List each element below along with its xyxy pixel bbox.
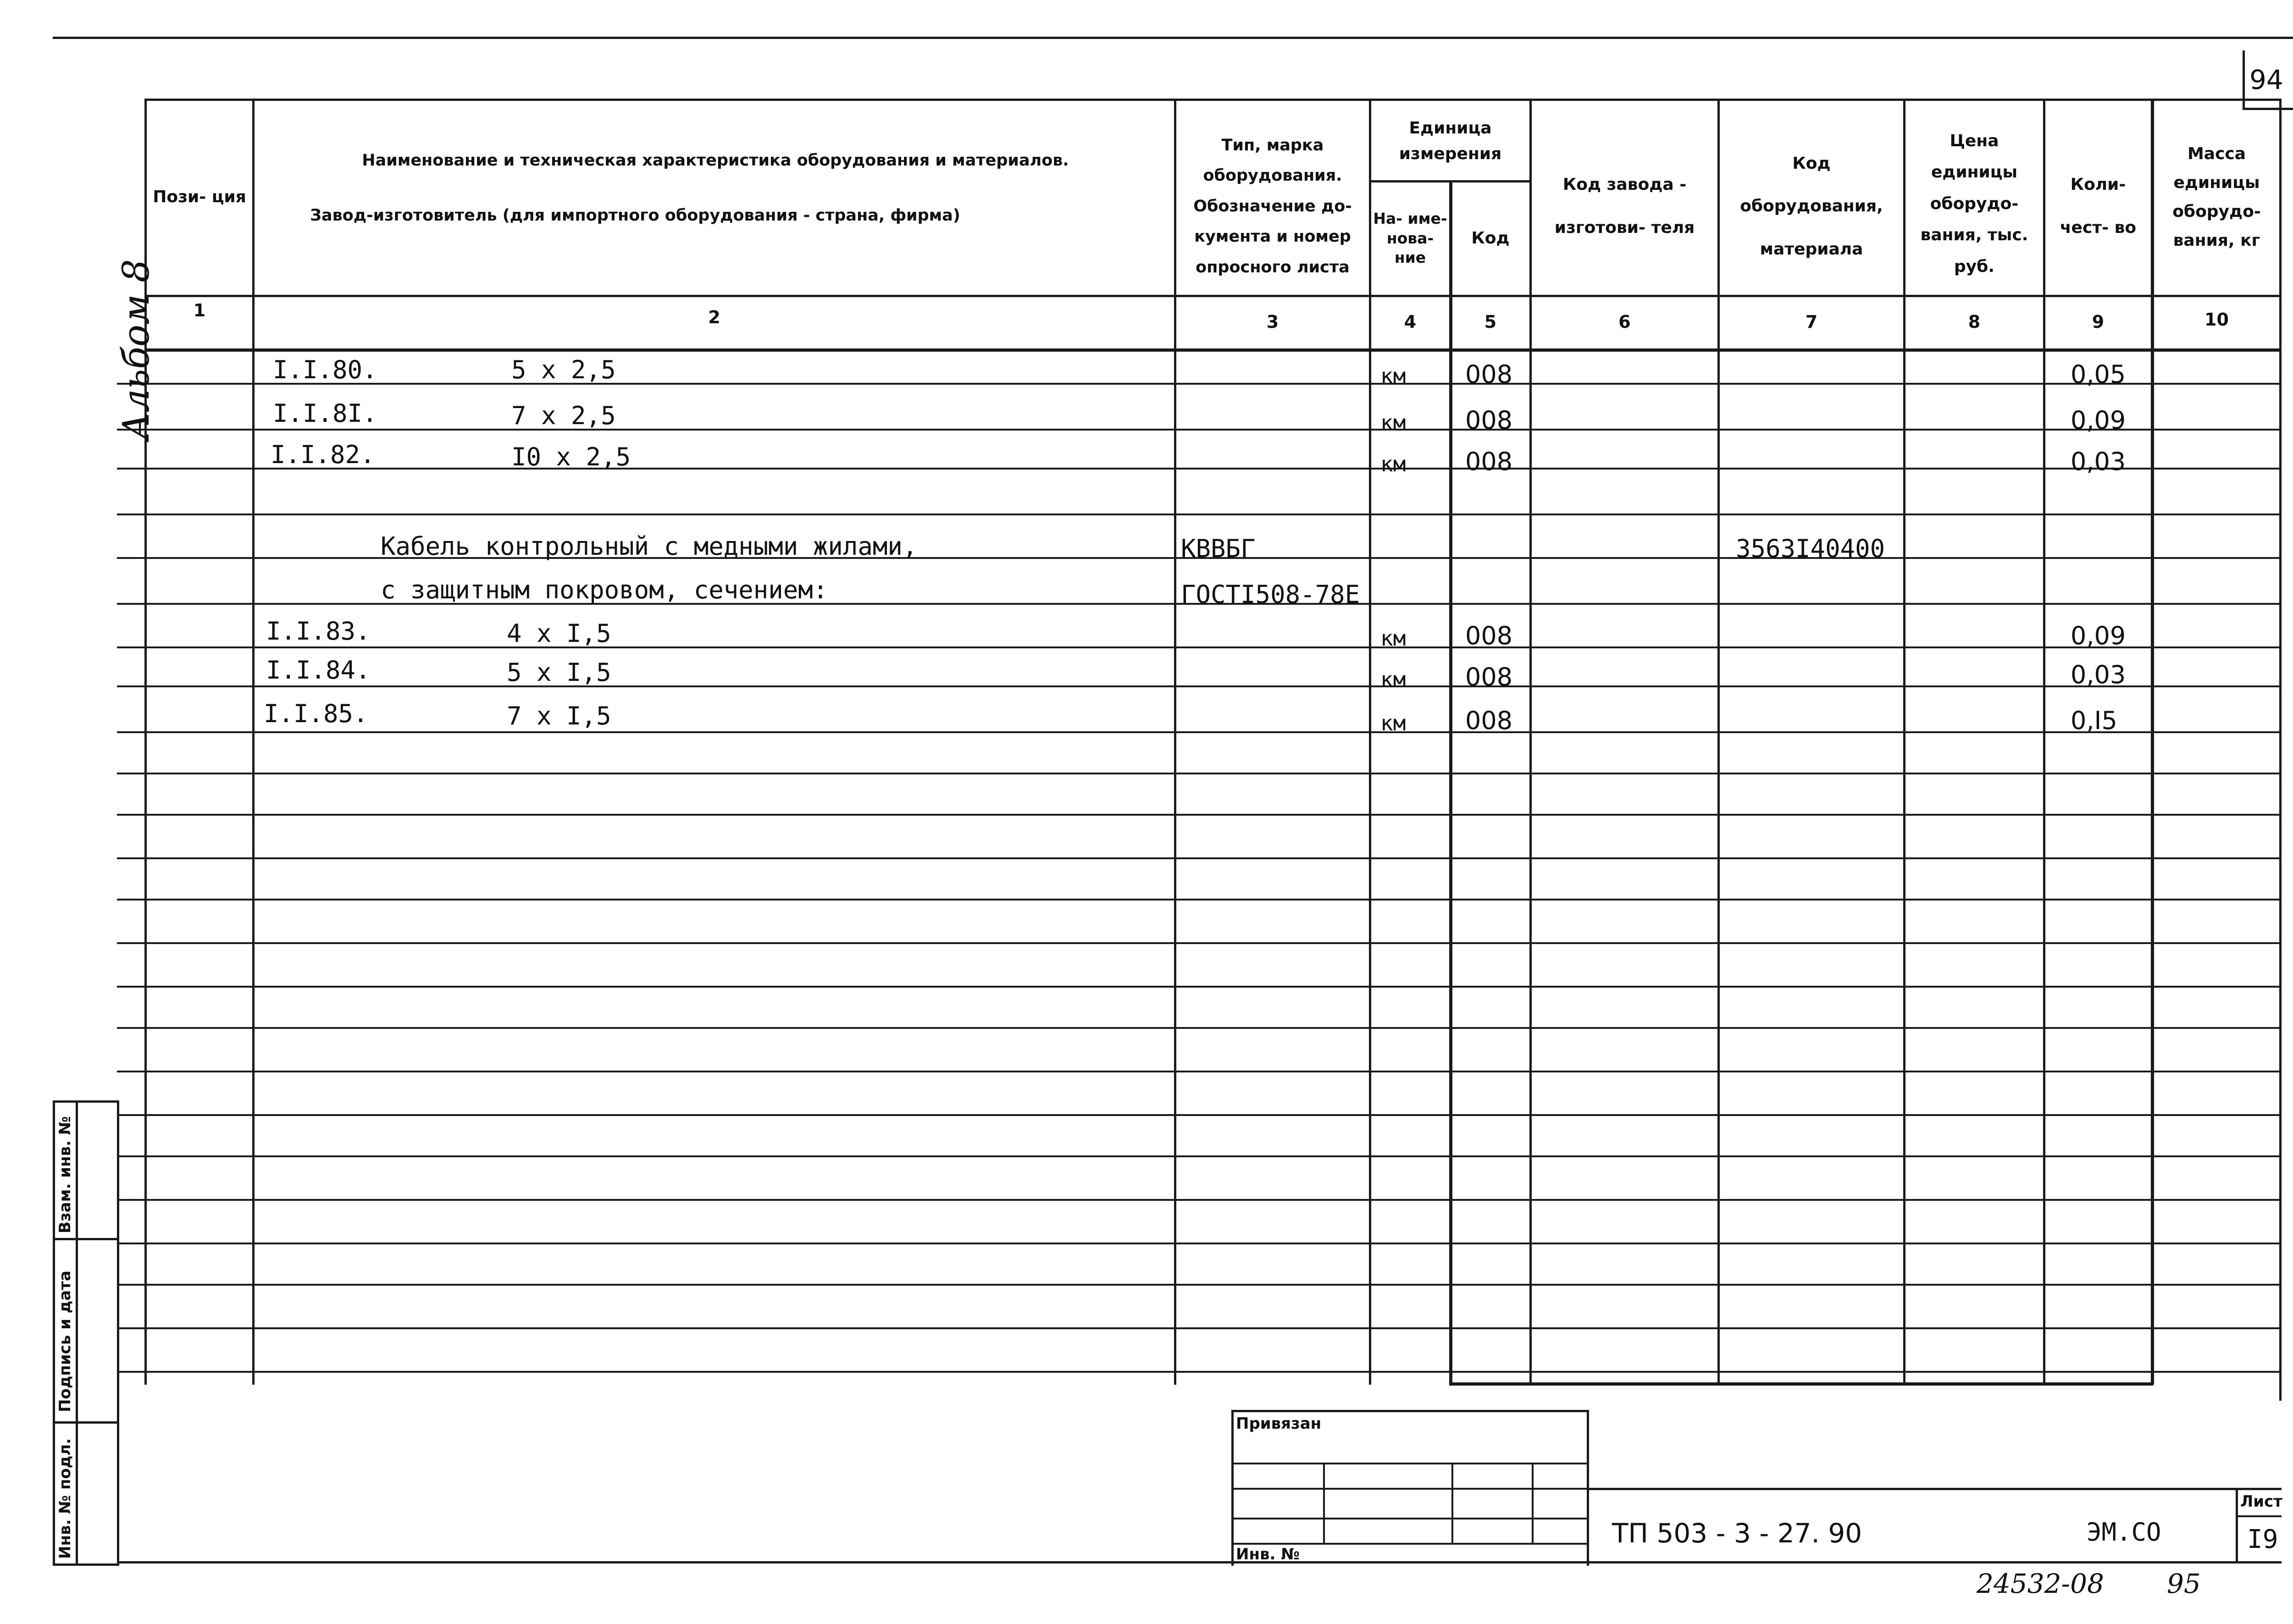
header-unit-price: Цена единицы оборудо- вания, тыс. руб. [1920,132,2028,276]
page-number-box [2243,50,2245,110]
row-quantity: 0,I5 [2071,706,2117,735]
row-position: I.I.85. [264,699,368,728]
doc-code: ТП 503 - 3 - 27. 90 [1612,1518,1862,1549]
table-row-line [117,1199,2279,1201]
tb-line-4 [1231,1543,1589,1545]
header-quantity: Коли- чест- во [2060,175,2137,237]
row-unit: км [1380,711,1406,735]
sheet-number: I9 [2247,1525,2278,1554]
cable-standard: ГОСТI508-78Е [1181,580,1360,609]
table-row-line [117,1027,2279,1029]
tb-inv-no: Инв. № [1236,1545,1300,1563]
header-name-line2: Завод-изготовитель (для импортного оборудования - страна, фирма) [310,206,960,225]
doc-strip-top [1587,1488,2282,1490]
row-size: 5 x 2,5 [511,355,616,384]
tb-line-1 [1231,1463,1589,1464]
footer-page-ref: 95 [2167,1568,2201,1599]
colnum-6: 6 [1618,312,1631,332]
row-position: I.I.83. [266,617,371,646]
tb-col-1 [1323,1463,1325,1543]
colnum-bottom-line [144,348,2279,352]
header-name-line1: Наименование и техническая характеристика оборудования и материалов. [362,151,1069,170]
stamp-top [53,1100,119,1103]
stamp-sep-1 [53,1238,119,1240]
cable-type: КВВБГ [1181,534,1256,563]
header-factory-code: Код завода - изготови- теля [1554,175,1695,237]
stamp-right-border [117,1100,119,1566]
page-number: 94 [2249,64,2283,95]
header-type: Тип, марка оборудования. Обозначение до- кумента и номер опросного листа [1193,136,1352,276]
row-quantity: 0,09 [2071,406,2126,435]
table-row-line [117,986,2279,988]
table-row-line [117,646,2279,648]
table-row-line [117,468,2279,470]
table-row-line [117,383,2279,385]
table-row-line [117,814,2279,816]
row-quantity: 0,03 [2071,447,2126,476]
qty-block-bottom [1449,1382,2153,1386]
sheet-box-left [2236,1488,2238,1563]
table-row-line [117,1155,2279,1157]
row-size: 7 x 2,5 [511,401,616,430]
stamp-inner-border [76,1100,78,1566]
row-size: I0 x 2,5 [511,442,631,471]
table-row-line [117,731,2279,733]
row-unit: км [1380,364,1406,388]
row-unit-code: 008 [1465,406,1513,435]
row-position: I.I.80. [273,355,377,384]
tb-privyazan: Привязан [1236,1414,1322,1433]
table-row-line [117,1284,2279,1286]
stamp-sep-2 [53,1421,119,1424]
tb-col-2 [1451,1463,1453,1543]
stamp-bottom [53,1563,119,1566]
colnum-2: 2 [708,307,720,327]
cable-name-line1: Кабель контрольный с медными жилами, [381,532,918,561]
col-sep-4 [1449,181,1452,1385]
header-equipment-code: Код оборудования, материала [1740,154,1883,259]
header-unit-code: Код [1471,229,1510,248]
row-size: 4 x I,5 [507,619,611,648]
sheet-box-sep [2236,1515,2282,1517]
col-sep-1 [252,99,255,1385]
colnum-8: 8 [1968,312,1981,332]
row-size: 5 x I,5 [507,658,611,687]
col-sep-9 [2151,99,2154,1385]
row-position: I.I.84. [266,656,371,685]
row-quantity: 0,03 [2071,660,2126,689]
colnum-9: 9 [2092,312,2105,332]
album-label: Альбом 8 [115,259,157,440]
stamp-inv-podl: Инв. № подл. [56,1438,74,1559]
row-unit-code: 008 [1465,621,1513,650]
footer-archive-no: 24532-08 [1977,1568,2104,1599]
row-unit: км [1380,626,1406,651]
colnum-7: 7 [1805,312,1818,332]
row-unit: км [1380,452,1406,476]
cable-material-code: 3563I40400 [1736,534,1885,563]
colnum-3: 3 [1266,312,1279,332]
row-position: I.I.8I. [273,399,377,428]
row-unit-code: 008 [1465,447,1513,476]
tb-top [1231,1410,1589,1412]
row-unit: км [1380,410,1406,435]
unit-group-subline [1369,180,1532,182]
colnum-4: 4 [1404,312,1417,332]
frame-bottom [117,1561,2282,1563]
table-row-line [117,1114,2279,1116]
row-position: I.I.82. [271,440,375,469]
table-row-line [117,857,2279,859]
table-row-line [117,514,2279,515]
header-position: Пози- ция [153,188,246,207]
col-sep-2 [1174,99,1176,1385]
row-unit: км [1380,667,1406,692]
table-row-line [117,1327,2279,1329]
table-row-line [117,429,2279,431]
colnum-1: 1 [193,300,206,320]
tb-line-2 [1231,1488,1589,1490]
colnum-5: 5 [1484,312,1497,332]
table-row-line [117,1243,2279,1244]
stamp-vzam-inv: Взам. инв. № [56,1116,74,1233]
table-row-line [117,1371,2279,1373]
sheet-label: Лист [2240,1492,2282,1511]
table-row-line [117,942,2279,944]
cable-name-line2: с защитным покровом, сечением: [381,575,828,604]
header-bottom-line [144,295,2279,297]
top-rule [53,37,2293,39]
row-size: 7 x I,5 [507,702,611,730]
stamp-podpis-data: Подпись и дата [56,1270,74,1412]
stamp-left-border [53,1100,55,1566]
row-quantity: 0,05 [2071,360,2126,389]
table-row-line [117,1071,2279,1072]
row-quantity: 0,09 [2071,621,2126,650]
colnum-10: 10 [2204,309,2229,330]
table-top-border [144,99,2279,101]
row-unit-code: 008 [1465,706,1513,735]
tb-col-3 [1532,1463,1534,1543]
header-unit-group: Единица измерения [1399,118,1502,163]
table-row-line [117,685,2279,687]
header-unit-mass: Масса единицы оборудо- вания, кг [2172,144,2261,250]
row-unit-code: 008 [1465,663,1513,691]
table-right-border [2279,99,2282,1401]
header-unit-name: На- име- нова- ние [1373,209,1447,267]
table-row-line [117,899,2279,900]
tb-line-3 [1231,1518,1589,1519]
row-unit-code: 008 [1465,360,1513,389]
doc-mark: ЭМ.СО [2087,1518,2161,1547]
table-row-line [117,773,2279,774]
